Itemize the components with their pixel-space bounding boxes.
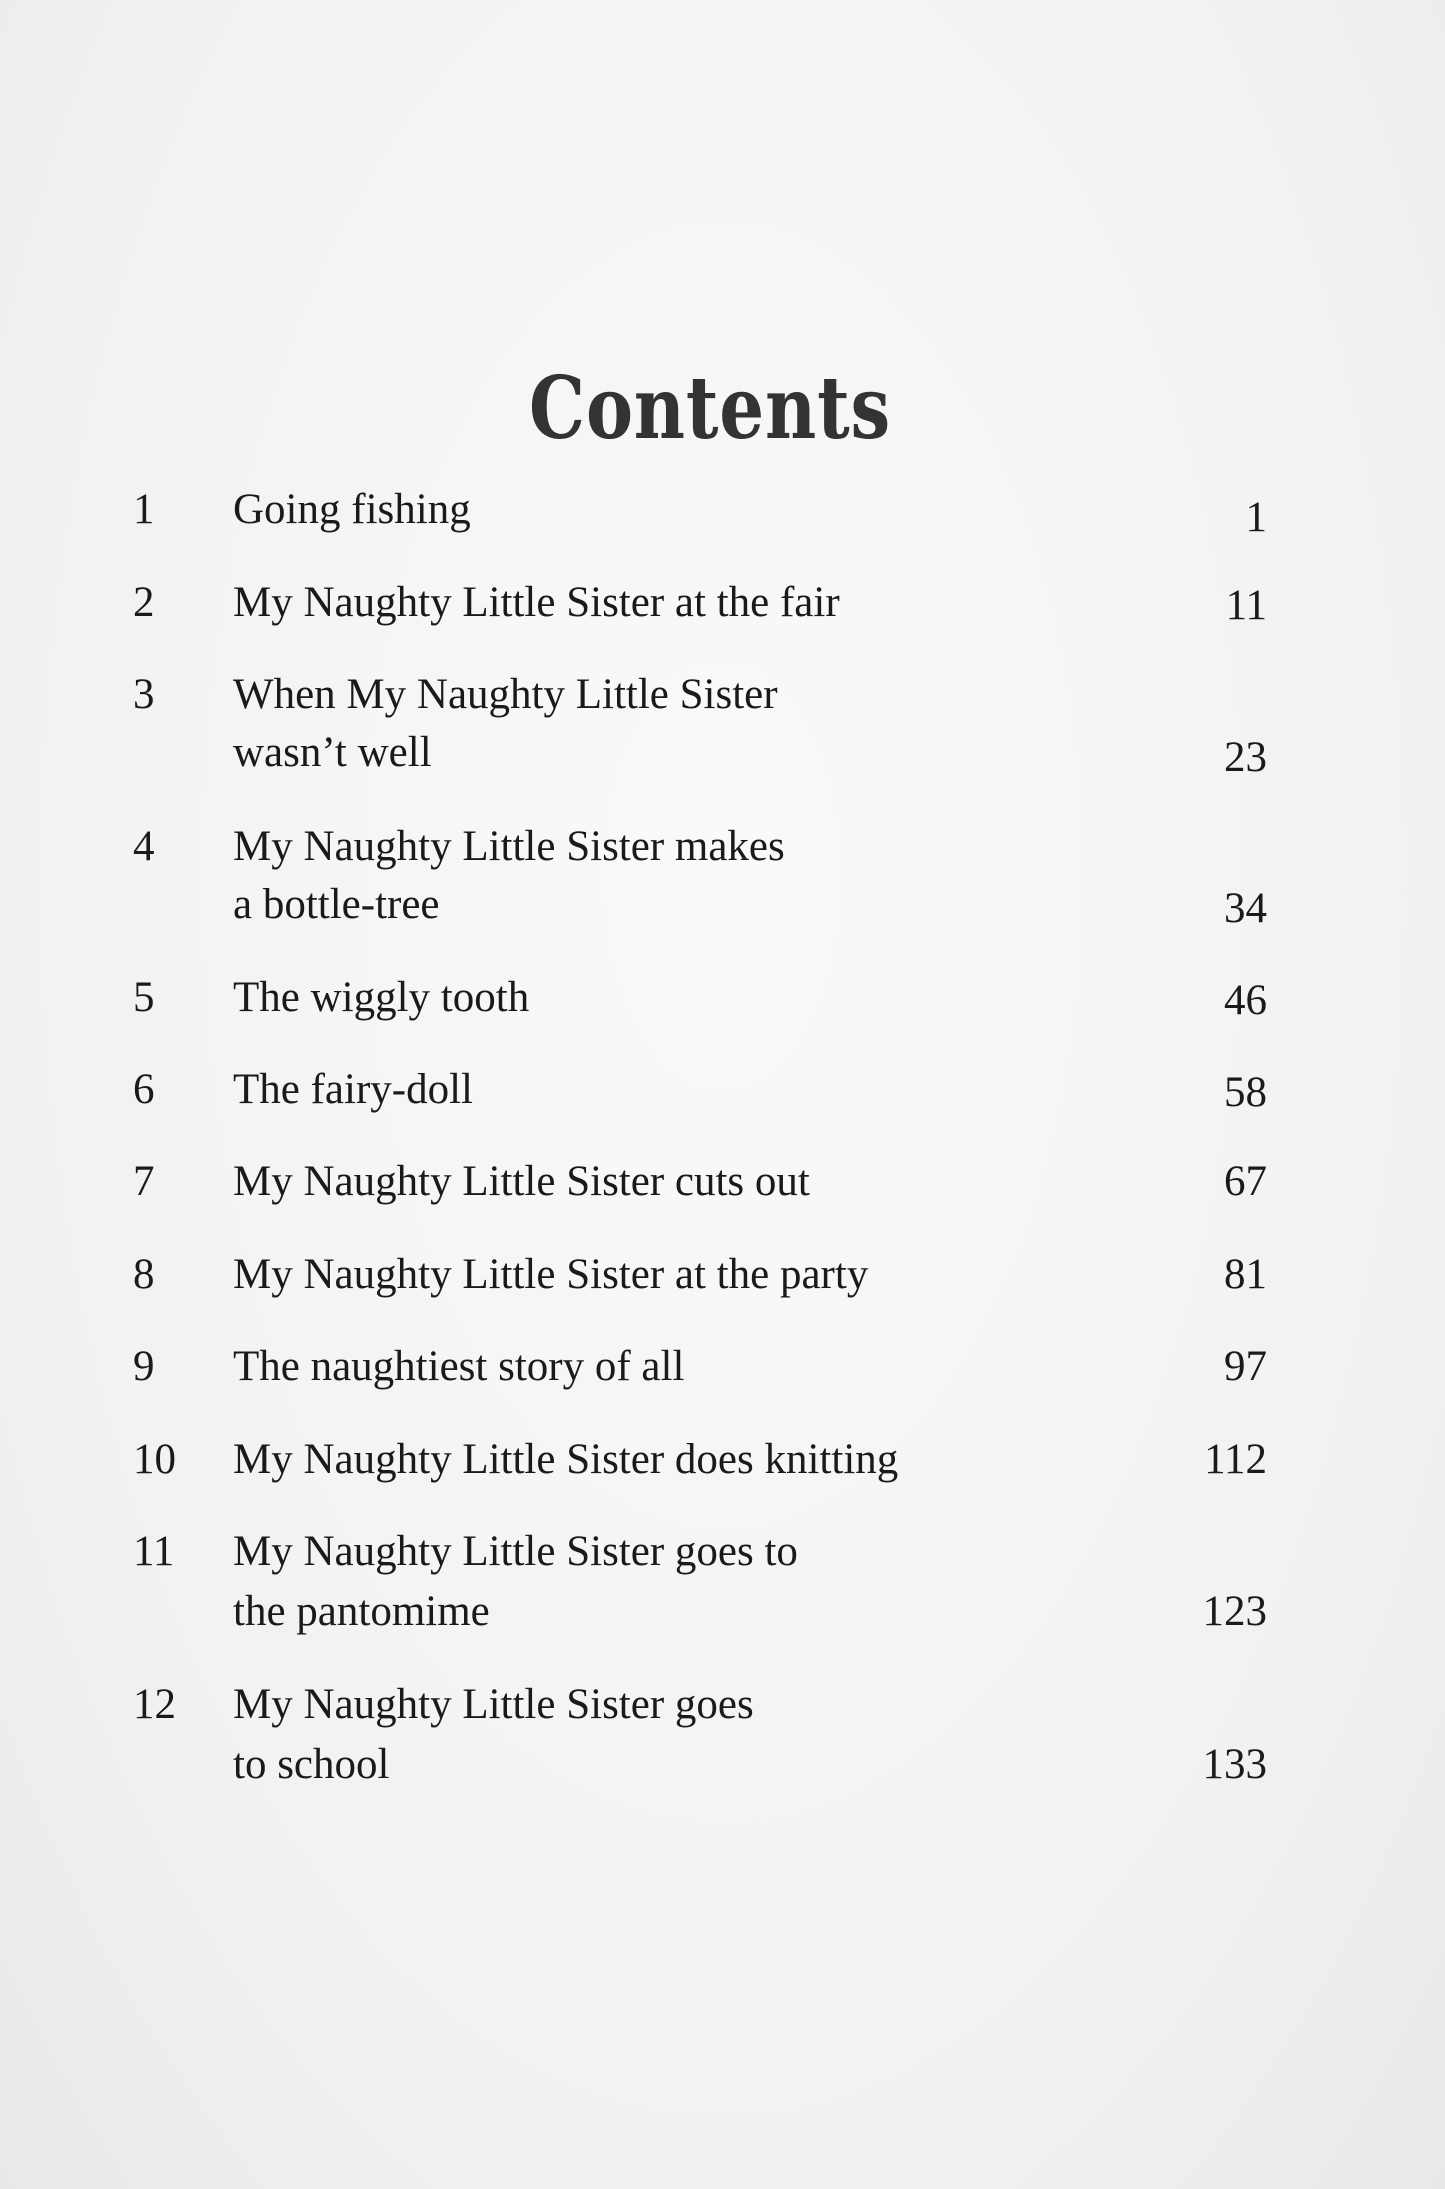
page-number: 123 [1202,1588,1267,1635]
chapter-title: The fairy-doll [233,1066,473,1113]
chapter-title: The naughtiest story of all [233,1343,685,1390]
chapter-number: 8 [133,1251,155,1298]
chapter-title: My Naughty Little Sister does knitting [233,1436,899,1483]
page-number: 97 [1224,1343,1267,1390]
page-title: Contents [528,357,891,459]
chapter-number: 6 [133,1066,155,1113]
chapter-title: My Naughty Little Sister at the fair [233,579,840,626]
page-number: 34 [1224,885,1267,932]
chapter-number: 11 [133,1528,175,1575]
page-number: 112 [1204,1436,1267,1483]
chapter-title: My Naughty Little Sister goes to [233,1528,798,1575]
page-number: 1 [1245,494,1267,541]
page-number: 23 [1224,734,1267,781]
chapter-number: 9 [133,1343,155,1390]
chapter-title: My Naughty Little Sister at the party [233,1251,869,1298]
chapter-title-cont: wasn’t well [233,729,432,776]
chapter-number: 2 [133,579,155,626]
chapter-number: 4 [133,823,155,870]
chapter-number: 12 [133,1681,176,1728]
chapter-title: My Naughty Little Sister goes [233,1681,754,1728]
chapter-title: The wiggly tooth [233,974,530,1021]
chapter-title: My Naughty Little Sister makes [233,823,785,870]
chapter-number: 10 [133,1436,176,1483]
page-number: 46 [1224,977,1267,1024]
chapter-title: Going fishing [233,486,471,533]
page-number: 133 [1202,1741,1267,1788]
chapter-number: 5 [133,974,155,1021]
page-number: 11 [1225,582,1267,629]
chapter-title-cont: a bottle-tree [233,881,440,928]
page-number: 67 [1224,1158,1267,1205]
chapter-title-cont: the pantomime [233,1588,490,1635]
chapter-title: When My Naughty Little Sister [233,671,778,718]
page-number: 81 [1224,1251,1267,1298]
chapter-number: 1 [133,486,155,533]
page-number: 58 [1224,1069,1267,1116]
chapter-title-cont: to school [233,1741,390,1788]
chapter-number: 3 [133,671,155,718]
chapter-title: My Naughty Little Sister cuts out [233,1158,810,1205]
chapter-number: 7 [133,1158,155,1205]
